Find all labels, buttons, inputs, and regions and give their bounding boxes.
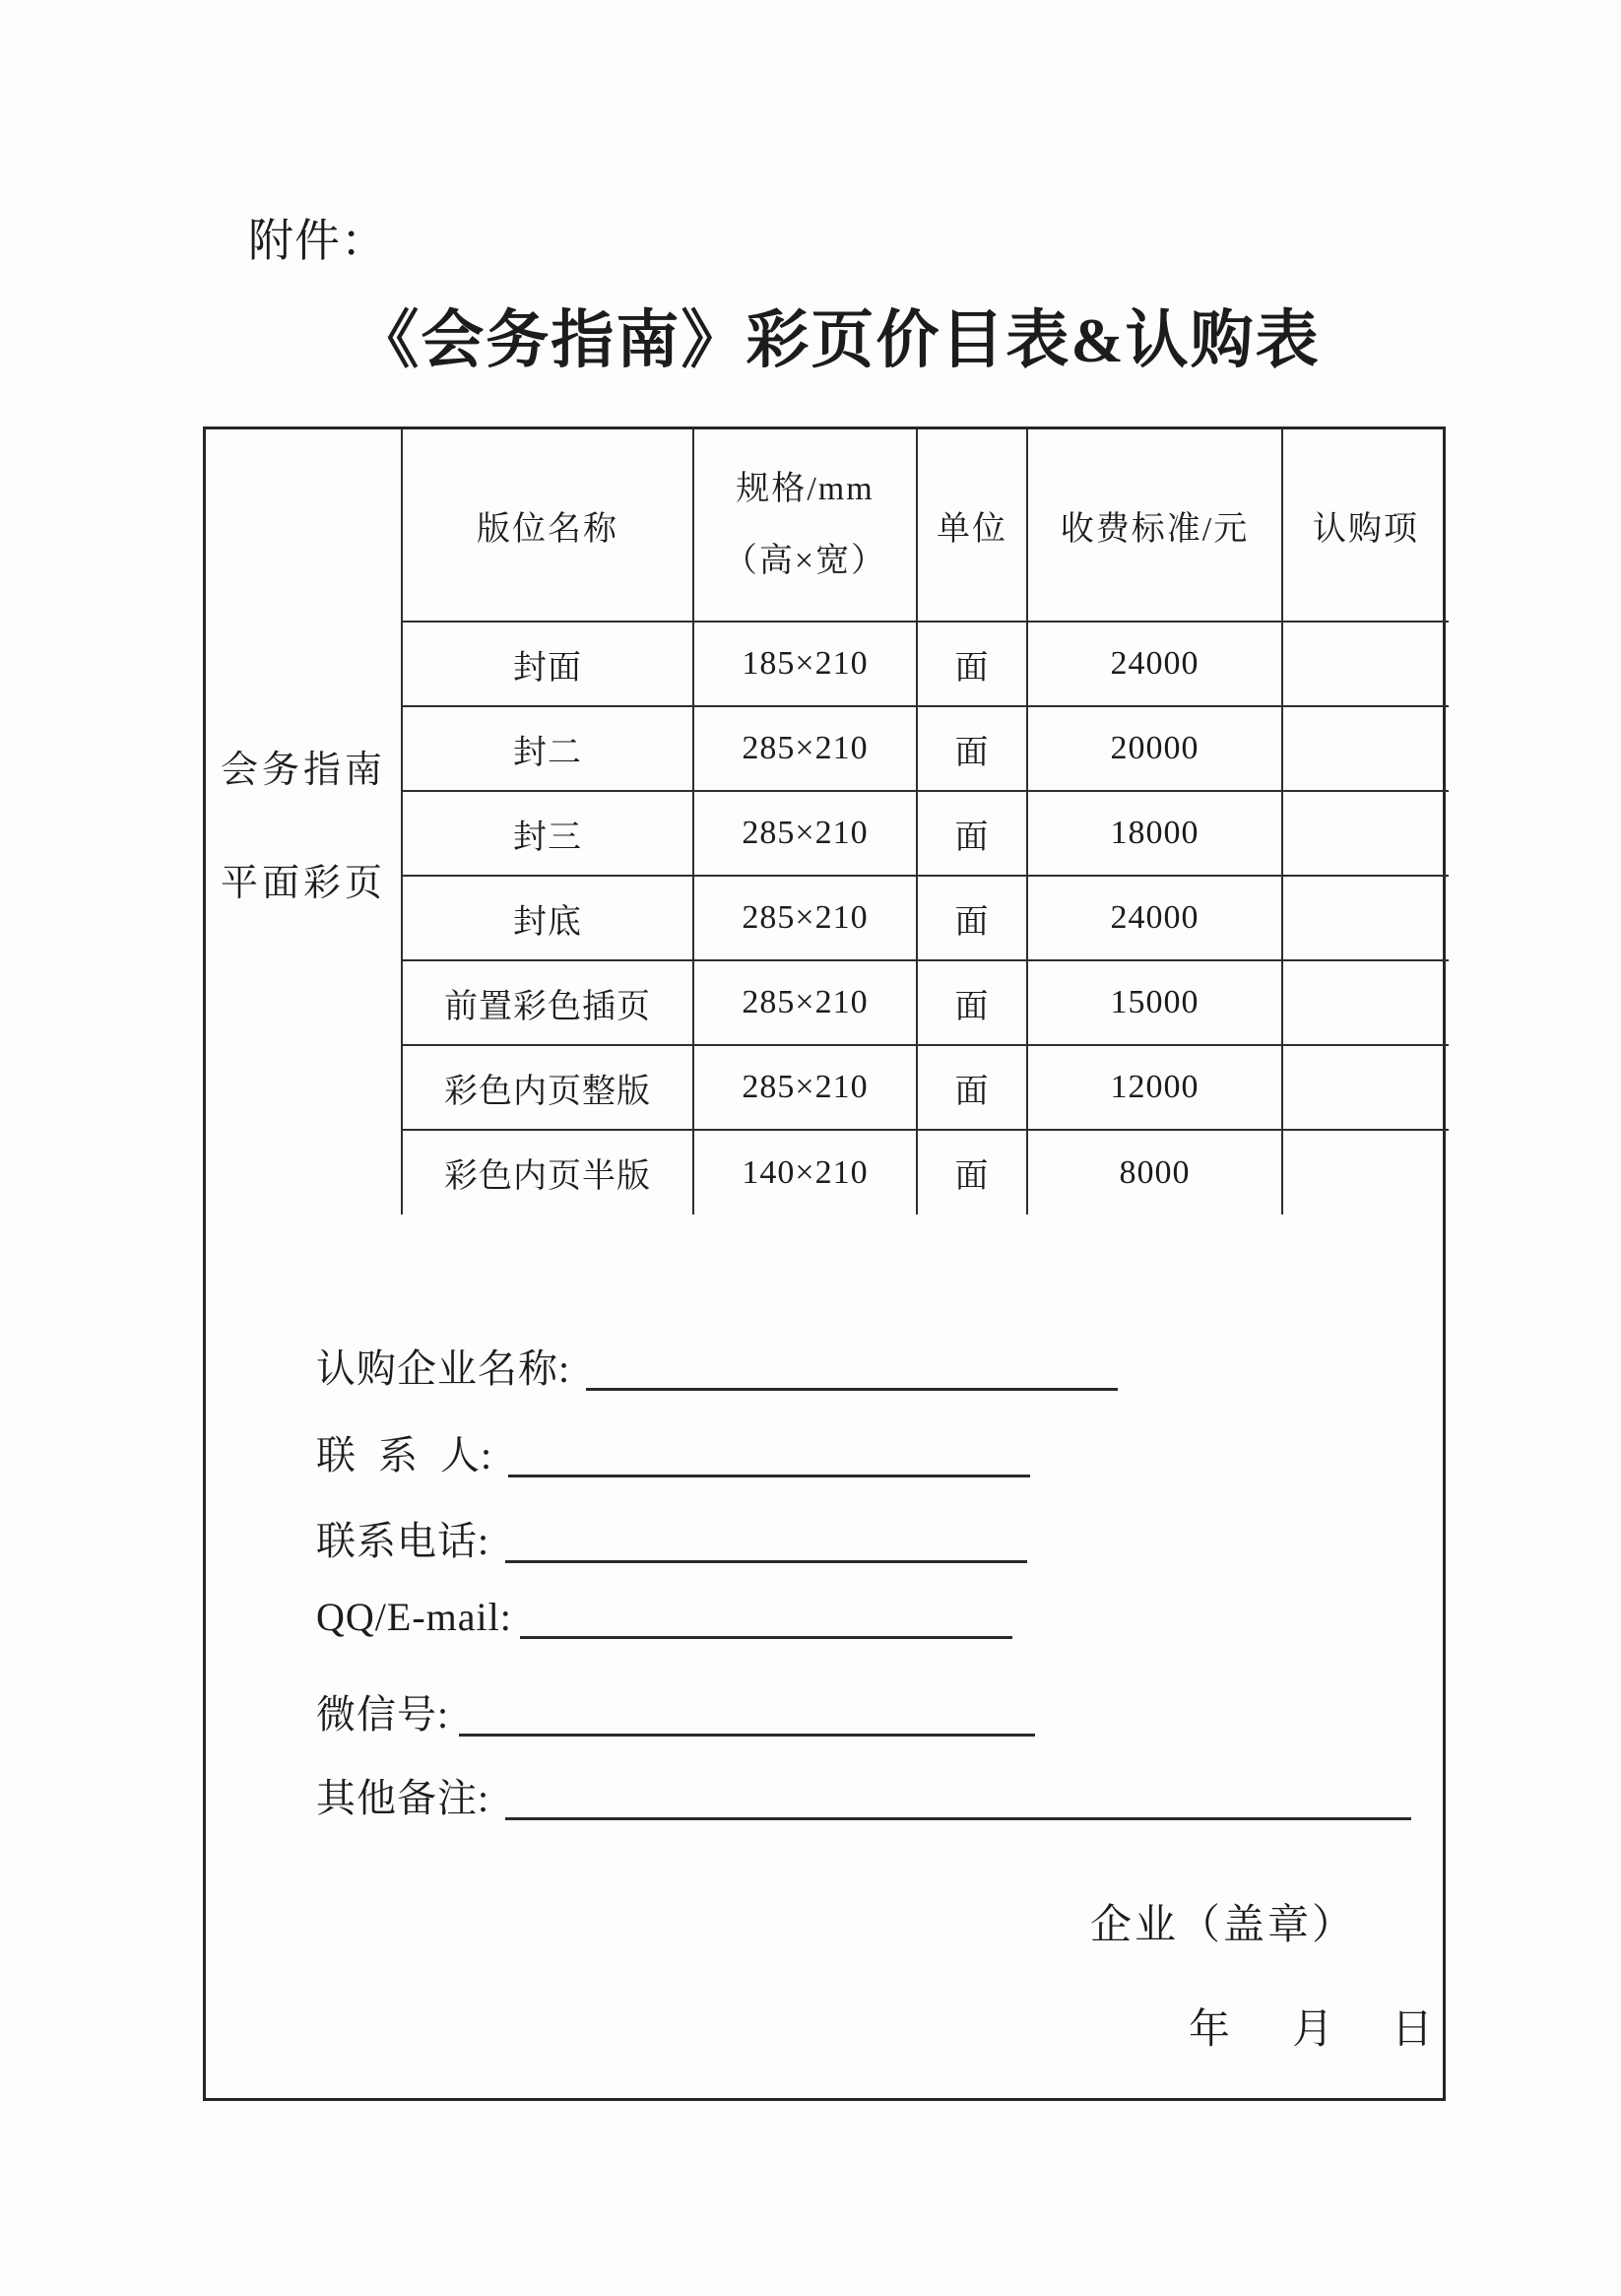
cell-unit: 面 [917, 960, 1027, 1045]
cell-unit: 面 [917, 791, 1027, 876]
form-label: 联 系 人: [316, 1433, 493, 1477]
cell-spec: 285×210 [693, 1045, 917, 1130]
date-month-label: 月 [1292, 2007, 1334, 2053]
table-header-row [206, 429, 1449, 622]
cell-subscription [1282, 791, 1449, 876]
cell-position-name: 彩色内页半版 [402, 1130, 693, 1214]
form-label: 微信号: [316, 1692, 450, 1737]
cell-unit: 面 [917, 876, 1027, 960]
header-spec-line1: 规格/mm [736, 470, 875, 507]
cell-unit: 面 [917, 1130, 1027, 1214]
header-unit: 单位 [917, 429, 1027, 622]
cell-position-name: 封面 [402, 622, 693, 706]
cell-spec: 285×210 [693, 876, 917, 960]
header-subscription: 认购项 [1282, 429, 1449, 622]
header-spec-line2: （高×宽） [723, 543, 887, 579]
header-spec [693, 429, 917, 622]
cell-subscription [1282, 706, 1449, 791]
cell-price: 15000 [1027, 960, 1282, 1045]
cell-unit: 面 [917, 1045, 1027, 1130]
cell-position-name: 彩色内页整版 [402, 1045, 693, 1130]
date-day-label: 日 [1392, 2007, 1434, 2053]
cell-position-name: 封二 [402, 706, 693, 791]
form-label: 联系电话: [316, 1519, 490, 1563]
cell-price: 24000 [1027, 876, 1282, 960]
cell-spec: 285×210 [693, 791, 917, 876]
category-line1: 会务指南 [220, 749, 386, 791]
cell-subscription [1282, 960, 1449, 1045]
cell-price: 12000 [1027, 1045, 1282, 1130]
fill-in-line [505, 1817, 1411, 1820]
category-cell [206, 429, 402, 1214]
header-price-standard: 收费标准/元 [1027, 429, 1282, 622]
cell-unit: 面 [917, 706, 1027, 791]
company-seal-label: 企业（盖章） [1090, 1903, 1357, 1948]
form-label: QQ/E-mail: [316, 1595, 512, 1639]
cell-spec: 285×210 [693, 960, 917, 1045]
cell-subscription [1282, 622, 1449, 706]
cell-subscription [1282, 1130, 1449, 1214]
cell-unit: 面 [917, 622, 1027, 706]
cell-subscription [1282, 1045, 1449, 1130]
cell-price: 20000 [1027, 706, 1282, 791]
cell-price: 24000 [1027, 622, 1282, 706]
cell-spec: 140×210 [693, 1130, 917, 1214]
page-title: 《会务指南》彩页价目表&认购表 [356, 305, 1321, 375]
form-outer-box [203, 426, 1446, 2101]
form-label: 认购企业名称: [316, 1346, 571, 1391]
price-table [206, 429, 1449, 1214]
cell-spec: 285×210 [693, 706, 917, 791]
attachment-label: 附件： [248, 216, 387, 266]
subscription-form [206, 1214, 1443, 2098]
form-label: 其他备注: [316, 1776, 490, 1820]
cell-position-name: 前置彩色插页 [402, 960, 693, 1045]
cell-position-name: 封底 [402, 876, 693, 960]
form-field-other-notes [229, 1721, 1411, 1870]
cell-spec: 185×210 [693, 622, 917, 706]
header-position-name: 版位名称 [402, 429, 693, 622]
date-year-label: 年 [1189, 2007, 1231, 2053]
cell-position-name: 封三 [402, 791, 693, 876]
category-line2: 平面彩页 [220, 862, 386, 904]
cell-subscription [1282, 876, 1449, 960]
cell-price: 18000 [1027, 791, 1282, 876]
cell-price: 8000 [1027, 1130, 1282, 1214]
